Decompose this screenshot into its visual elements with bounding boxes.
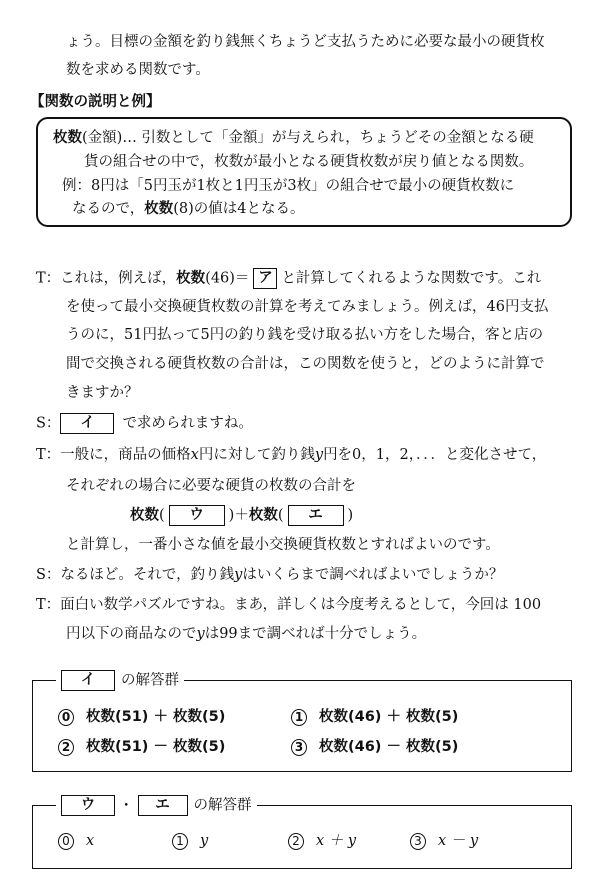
formula-paren-2: (	[277, 507, 284, 524]
definition-line-1	[53, 128, 534, 148]
option-text: 枚数(51) ＋ 枚数(5)	[86, 709, 226, 725]
dialogue-t2-line-2: それぞれの場合に必要な硬貨の枚数の合計を	[66, 478, 356, 494]
dialogue-t3-line-1	[36, 595, 541, 615]
t1-text-a: これは，例えば，	[60, 270, 177, 287]
dialogue-t1-line-3: うのに，51円払って5円の釣り銭を受け取る払い方をした場合，客と店の	[66, 327, 544, 343]
definition-example-line-1: 例：8円は「5円玉が1枚と1円玉が3枚」の組合せで最小の硬貨枚数に	[62, 178, 515, 194]
dialogue-s1-line	[36, 413, 253, 434]
option-number-2: 2	[288, 833, 304, 850]
dialogue-t2-line-1	[36, 445, 546, 465]
dialogue-t1-line-4: 間で交換される硬貨枚数の合計は，この関数を使うと，どのように計算で	[66, 356, 545, 372]
t2-text-b: 円に対して釣り銭	[198, 447, 315, 463]
dialogue-t2-line-4: と計算し，一番小さな値を最小交換硬貨枚数とすればよいのです。	[66, 537, 500, 553]
option-text: x ＋ y	[316, 833, 357, 849]
option-i-3[interactable]	[291, 737, 458, 757]
answer-group-i-blank: イ	[61, 670, 115, 691]
example-text-b: (8)の値は4となる。	[173, 201, 305, 217]
t2-text-c: 円を0，1，2，．．．と変化させて，	[323, 447, 547, 463]
speaker-label: S：	[36, 567, 61, 583]
speaker-label: S：	[36, 415, 61, 432]
option-text: x － y	[438, 833, 479, 849]
formula-mid: )＋	[228, 507, 249, 524]
s2-text-b: はいくらまで調べればよいでしょうか？	[242, 567, 504, 583]
speaker-label: T：	[36, 447, 61, 463]
s1-text: で求められますね。	[122, 415, 253, 432]
var-y: y	[196, 626, 205, 642]
formula-term-1: 枚数	[130, 507, 159, 524]
intro-line-2: 数を求める関数です。	[66, 62, 210, 78]
example-text-a: なるので，	[72, 201, 145, 217]
option-number-3: 3	[291, 739, 307, 756]
option-i-0[interactable]	[58, 707, 225, 727]
option-ue-3[interactable]	[410, 831, 478, 851]
definition-line-1-text: (金額)… 引数として「金額」が与えられ，ちょうどその金額となる硬	[82, 130, 534, 146]
option-number-2: 2	[58, 739, 74, 756]
option-text: 枚数(51) － 枚数(5)	[86, 739, 226, 755]
formula-line	[130, 505, 353, 526]
var-y: y	[314, 447, 324, 463]
dialogue-t3-line-2	[66, 624, 426, 644]
option-number-0: 0	[58, 833, 74, 850]
t3-text-2a: 円以下の商品なので	[66, 626, 197, 642]
dialogue-t1-line-2: を使って最小交換硬貨枚数の計算を考えてみましょう。例えば，46円支払	[66, 299, 549, 315]
option-text: y	[200, 833, 209, 849]
answer-group-i-label: の解答群	[121, 672, 179, 689]
t1-term: 枚数	[176, 270, 206, 287]
blank-e-box[interactable]: エ	[288, 505, 344, 526]
t2-text-a: 一般に，商品の価格	[60, 447, 191, 463]
formula-paren-1: (	[159, 507, 165, 524]
speaker-label: T：	[36, 597, 61, 613]
option-number-3: 3	[410, 833, 426, 850]
option-i-1[interactable]	[291, 707, 458, 727]
option-number-1: 1	[172, 833, 188, 850]
t3-text-2b: は99まで調べれば十分でしょう。	[204, 626, 427, 642]
answer-group-u-blank: ウ	[61, 795, 115, 816]
definition-term: 枚数	[53, 130, 82, 146]
option-number-0: 0	[58, 709, 74, 726]
var-y: y	[234, 567, 243, 583]
blank-u-box[interactable]: ウ	[169, 505, 225, 526]
example-term: 枚数	[144, 201, 174, 217]
var-x: x	[190, 447, 199, 463]
answer-group-i-title	[56, 670, 184, 691]
t1-text-c: と計算してくれるような関数です。これ	[281, 270, 542, 287]
dialogue-t1-line-1	[36, 268, 541, 289]
dialogue-s2-line	[36, 565, 503, 585]
blank-i-box[interactable]: イ	[60, 413, 114, 434]
dialogue-t1-line-5: きますか？	[66, 385, 139, 401]
option-i-2[interactable]	[58, 737, 225, 757]
answer-group-ue-title	[56, 795, 257, 816]
speaker-label: T：	[36, 270, 61, 287]
section-heading: 【関数の説明と例】	[30, 94, 161, 110]
t1-text-b: (46)＝	[205, 270, 250, 287]
option-ue-2[interactable]	[288, 831, 356, 851]
option-text: 枚数(46) － 枚数(5)	[319, 739, 459, 755]
formula-term-2: 枚数	[248, 507, 278, 524]
answer-group-separator: ・	[119, 797, 134, 814]
definition-example-line-2	[72, 199, 304, 219]
option-ue-0[interactable]	[58, 831, 94, 851]
option-text: 枚数(46) ＋ 枚数(5)	[319, 709, 459, 725]
option-text: x	[86, 833, 95, 849]
s2-text-a: なるほど。それで，釣り銭	[60, 567, 235, 583]
option-ue-1[interactable]	[172, 831, 208, 851]
t3-text-1: 面白い数学パズルですね。まあ，詳しくは今度考えるとして，今回は 100	[60, 597, 542, 613]
definition-line-2: 貨の組合せの中で，枚数が最小となる硬貨枚数が戻り値となる関数。	[84, 154, 534, 170]
answer-group-ue-label: の解答群	[193, 797, 252, 814]
blank-a-box[interactable]: ア	[253, 268, 277, 289]
formula-close: )	[347, 507, 354, 524]
intro-line-1: ょう。目標の金額を釣り銭無くちょうど支払うために必要な最小の硬貨枚	[66, 34, 545, 50]
answer-group-e-blank: エ	[138, 795, 188, 816]
option-number-1: 1	[291, 709, 307, 726]
